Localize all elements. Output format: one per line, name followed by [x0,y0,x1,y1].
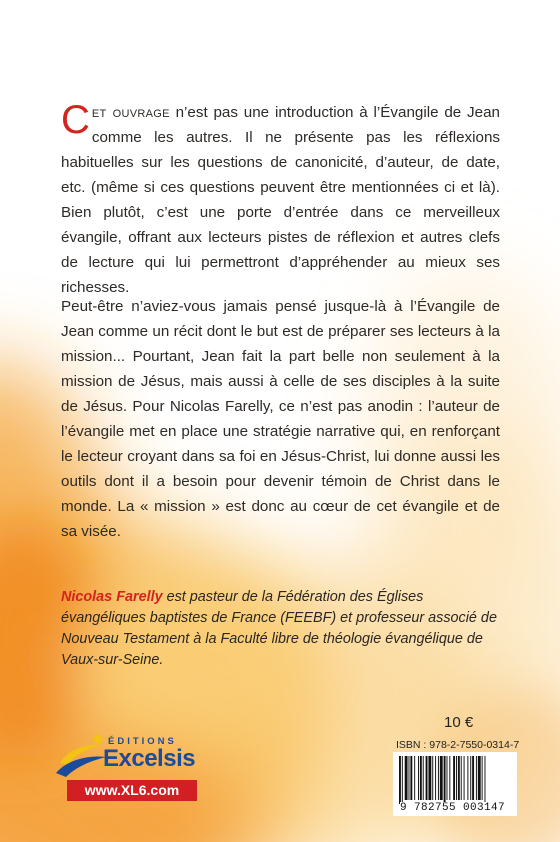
barcode-bar [440,756,443,800]
barcode-bar [402,756,403,804]
intro-lead-smallcaps: et ouvrage [91,104,170,121]
barcode-bar [414,756,415,800]
barcode-bar [478,756,481,800]
author-name: Nicolas Farelly [61,589,163,605]
barcode-bar [476,756,477,800]
barcode-bar [435,756,436,800]
barcode-bar [472,756,474,800]
barcode-bar [458,756,460,800]
barcode-bar [432,756,433,800]
intro-text: n’est pas une introduction à l’Évangile de Jean comme les autres. Il ne présente pas les réflexions habituelles sur les questions de canonicité, d’auteur, de date, etc. (même si ces questions peuvent être mentionnées ci et là). Bien plutôt, c’est une porte d’entrée dans ce merveilleux évangile, offrant aux lecteurs pistes de réflexion et autres clefs de lecture qui lui permettront d’appréhender au mieux ses richesses. [61,104,500,296]
drop-cap: C [61,98,90,142]
barcode-bar [420,756,422,800]
barcode-digits: 9 782755 003147 [400,802,506,814]
publisher-name: Excelsis [103,745,196,772]
barcode-bar [405,756,408,800]
publisher-url-link[interactable]: www.XL6.com [84,782,180,798]
price: 10 € [444,714,474,731]
barcode-bar [428,756,431,800]
publisher-editions-label: ÉDITIONS [108,736,177,747]
barcode-bar [464,756,465,800]
paragraph-mission: Peut-être n’aviez-vous jamais pensé jusque-là à l’Évangile de Jean comme un récit dont le but est de préparer ses lecteurs à la mission... Pourtant, Jean fait la part belle non seulement à la mission de Jésus, mais aussi à celle de ses disciples à la suite de Jésus. Pour Nicolas Farelly, ce n’est pas anodin : l’auteur de l’évangile met en place une stratégie narrative qui, en renforçant le lecteur croyant dans sa foi en Jésus-Christ, lui donne aussi les outils dont il a besoin pour devenir témoin de Christ dans le monde. La « mission » est donc au cœur de cet évangile et de sa visée. [61,298,500,540]
barcode-bar [438,756,439,800]
barcode-bar [482,756,483,800]
barcode-bar [456,756,457,800]
barcode-bar [461,756,462,800]
barcode-bar [410,756,412,800]
barcode-bar [485,756,486,804]
barcode-bar [467,756,468,800]
barcode-bar [453,756,455,800]
barcode-bar [423,756,424,800]
author-bio [61,587,501,671]
barcode-bar [418,756,419,800]
barcode-bar [449,756,450,800]
barcode-bar [426,756,428,800]
barcode-bar [409,756,410,800]
isbn-label: ISBN : 978-2-7550-0314-7 [396,739,520,751]
barcode-bar [447,756,448,800]
paragraph-intro [61,100,500,300]
barcode-bar [470,756,471,800]
barcode-bar [444,756,446,804]
barcode-bar [399,756,401,804]
author-bio-text: est pasteur de la Fédération des Églises évangéliques baptistes de France (FEEBF) et professeur associé de Nouveau Testament à la Faculté libre de théologie évangélique de Vaux-sur-Seine. [61,589,497,668]
